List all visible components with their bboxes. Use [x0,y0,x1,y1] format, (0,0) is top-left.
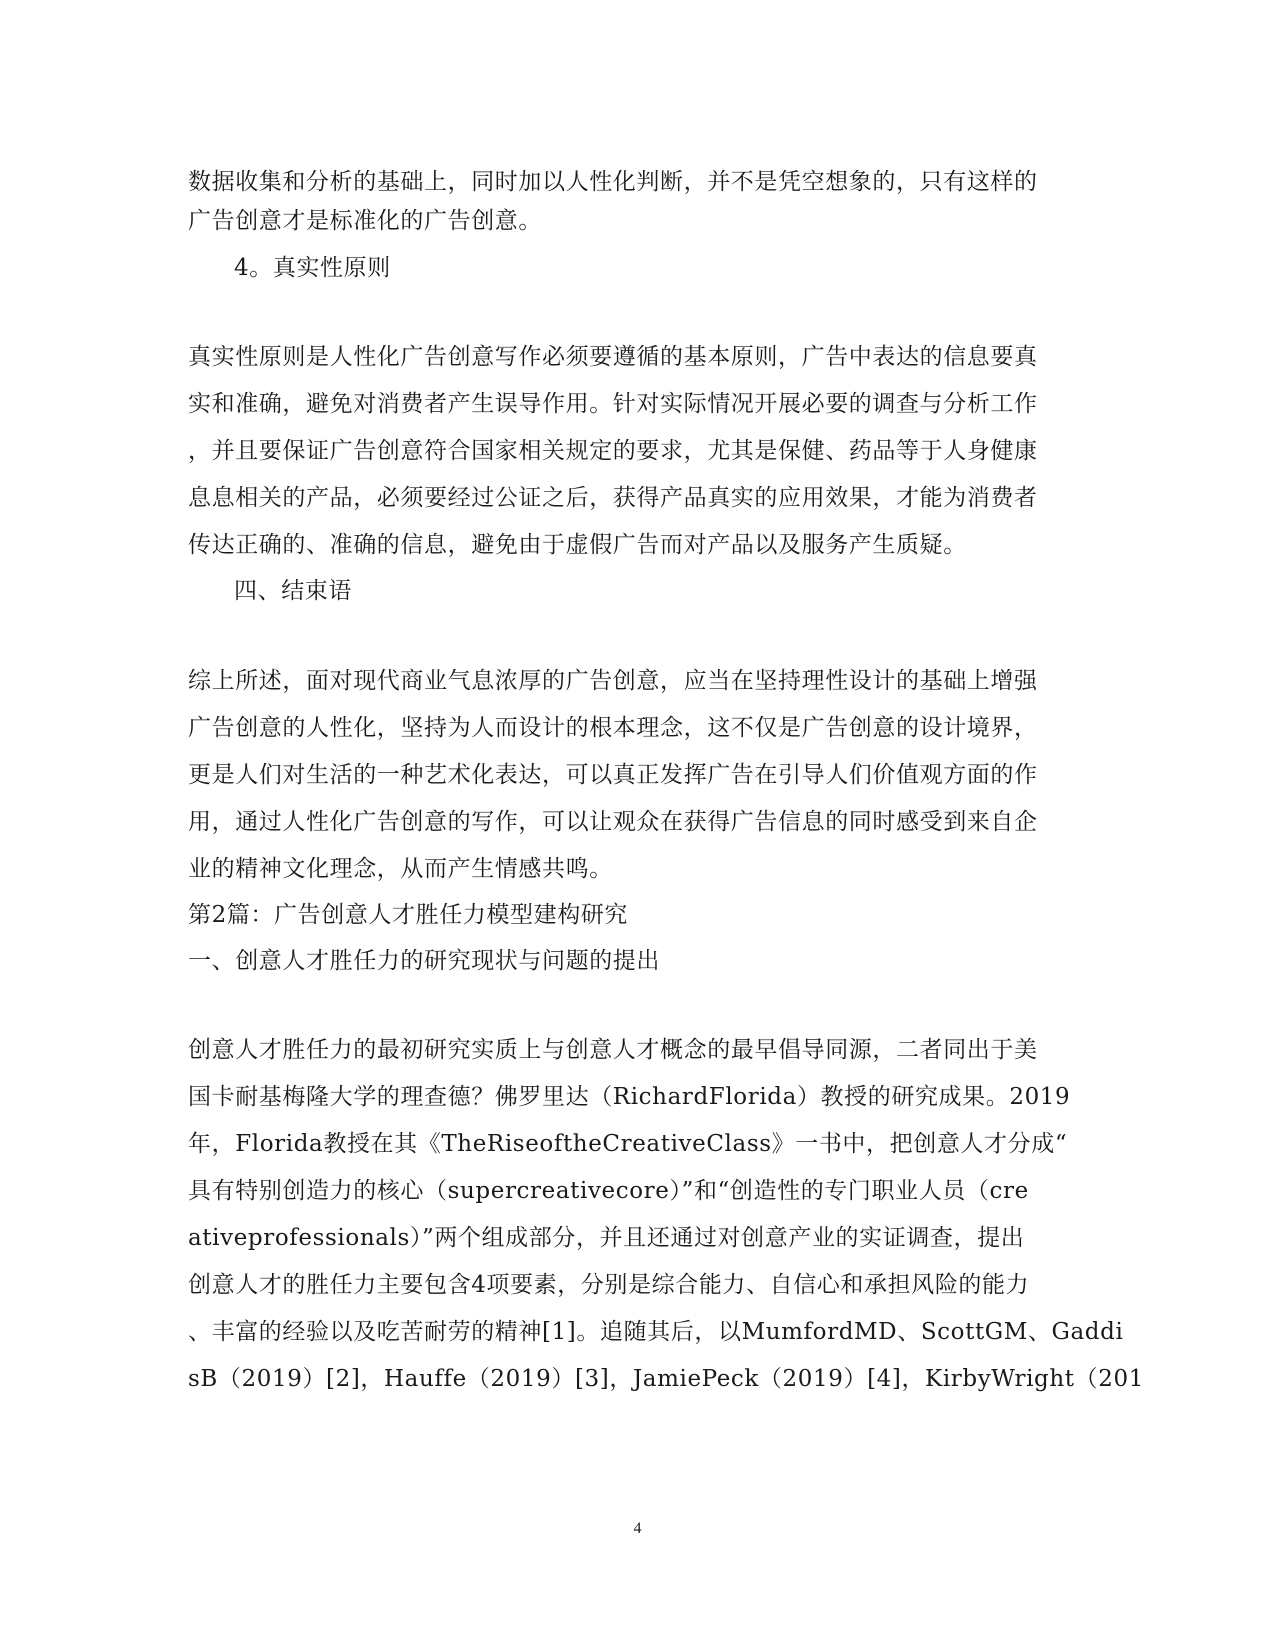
body-text-line: 用，通过人性化广告创意的写作，可以让观众在获得广告信息的同时感受到来自企 [188,809,1038,835]
body-text-line: 广告创意才是标准化的广告创意。 [188,208,542,234]
section-heading: 4。真实性原则 [234,255,391,281]
body-text-line: 传达正确的、准确的信息，避免由于虚假广告而对产品以及服务产生质疑。 [188,532,967,558]
body-text-line: 年，Florida教授在其《TheRiseoftheCreativeClass》一书中，把创意人才分成“ [188,1131,1068,1157]
body-text-line: 创意人才的胜任力主要包含4项要素，分别是综合能力、自信心和承担风险的能力 [188,1272,1030,1298]
body-text-line: 实和准确，避免对消费者产生误导作用。针对实际情况开展必要的调查与分析工作 [188,391,1038,417]
section-heading: 一、创意人才胜任力的研究现状与问题的提出 [188,948,660,974]
body-text-line: 综上所述，面对现代商业气息浓厚的广告创意，应当在坚持理性设计的基础上增强 [188,668,1038,694]
body-text-line: ，并且要保证广告创意符合国家相关规定的要求，尤其是保健、药品等于人身健康 [188,438,1038,464]
body-text-line: 创意人才胜任力的最初研究实质上与创意人才概念的最早倡导同源，二者同出于美 [188,1037,1038,1063]
body-text-line: 真实性原则是人性化广告创意写作必须要遵循的基本原则，广告中表达的信息要真 [188,344,1038,370]
page-number: 4 [633,1520,642,1537]
body-text-line: 数据收集和分析的基础上，同时加以人性化判断，并不是凭空想象的，只有这样的 [188,169,1038,195]
body-text-line: 息息相关的产品，必须要经过公证之后，获得产品真实的应用效果，才能为消费者 [188,485,1038,511]
body-text-line: 、丰富的经验以及吃苦耐劳的精神[1]。追随其后，以MumfordMD、ScottGM、Gaddi [188,1319,1124,1345]
body-text-line: 具有特别创造力的核心（supercreativecore）”和“创造性的专门职业人员（cre [188,1178,1029,1204]
section-heading: 四、结束语 [234,578,352,604]
body-text-line: 广告创意的人性化，坚持为人而设计的根本理念，这不仅是广告创意的设计境界， [188,715,1038,741]
body-text-line: 更是人们对生活的一种艺术化表达，可以真正发挥广告在引导人们价值观方面的作 [188,762,1038,788]
article-title: 第2篇：广告创意人才胜任力模型建构研究 [188,902,629,928]
body-text-line: 业的精神文化理念，从而产生情感共鸣。 [188,856,613,882]
body-text-line: ativeprofessionals）”两个组成部分，并且还通过对创意产业的实证调查，提出 [188,1225,1025,1251]
body-text-line: 国卡耐基梅隆大学的理查德？佛罗里达（RichardFlorida）教授的研究成果。2019 [188,1084,1071,1110]
body-text-line: sB（2019）[2]，Hauffe（2019）[3]，JamiePeck（2019）[4]，KirbyWright（201 [188,1366,1144,1392]
